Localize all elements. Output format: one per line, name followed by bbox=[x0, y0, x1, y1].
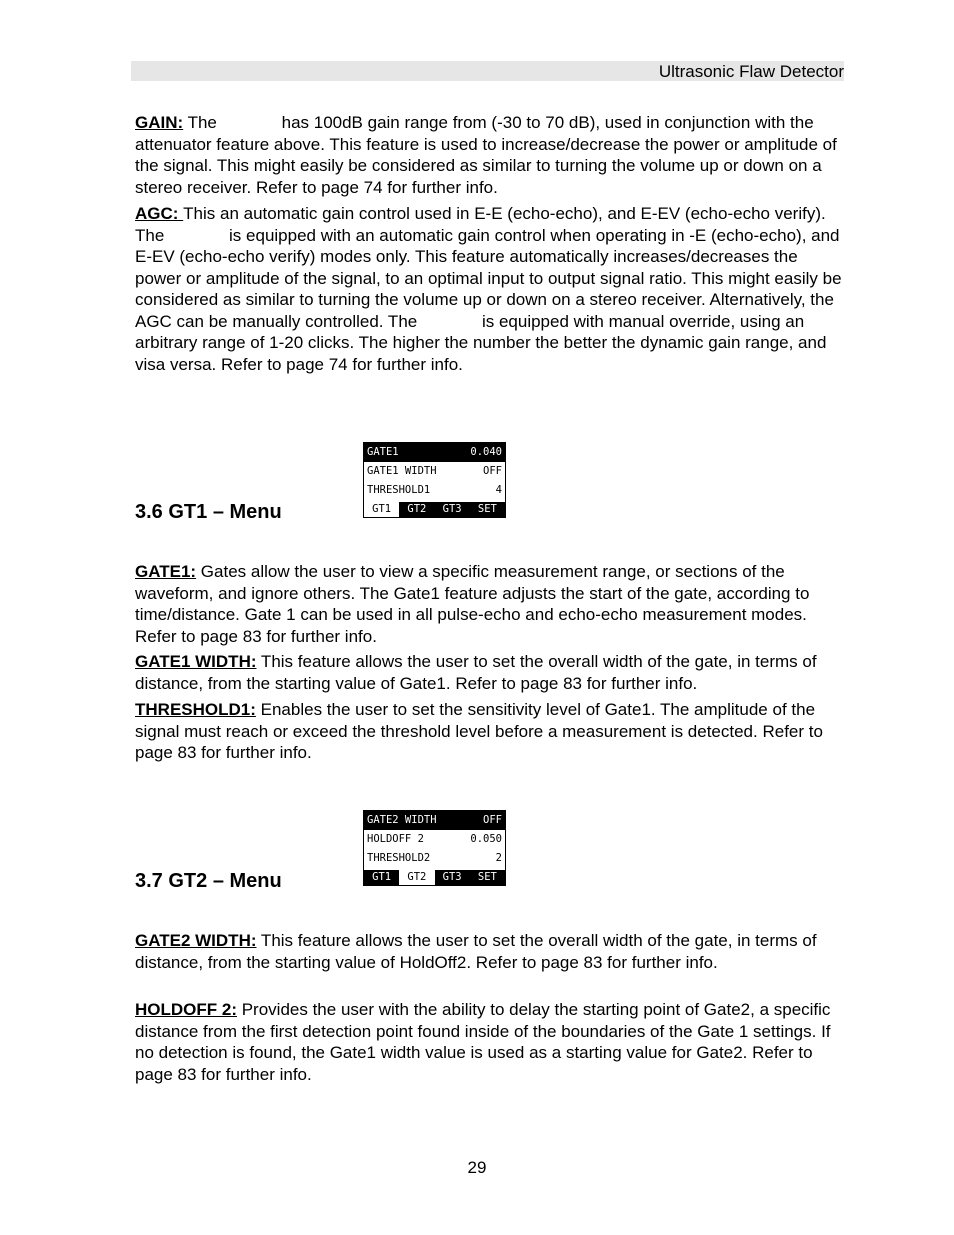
header-title: Ultrasonic Flaw Detector bbox=[658, 62, 844, 81]
row-label: THRESHOLD2 bbox=[367, 852, 431, 864]
row-label: GATE1 WIDTH bbox=[367, 465, 437, 477]
row-value: 2 bbox=[495, 852, 502, 864]
gt2-menu-heading: 3.7 GT2 – Menu bbox=[135, 870, 282, 892]
gt1-menu-heading: 3.6 GT1 – Menu bbox=[135, 501, 282, 523]
row-value: 4 bbox=[495, 484, 502, 496]
tab-set: SET bbox=[477, 871, 497, 883]
holdoff2-text: Provides the user with the ability to delay the starting point of Gate2, a specific distance from the first detection point found inside of the boundaries of the Gate 1 settings. If no detection is found, the Gate1 width value is used as a starting value for Gate2. Refer to page 83 for further info. bbox=[135, 1000, 831, 1084]
threshold1-term: THRESHOLD1: bbox=[135, 700, 256, 719]
threshold1-paragraph bbox=[135, 699, 847, 764]
running-header bbox=[131, 61, 844, 81]
gate2-width-term: GATE2 WIDTH: bbox=[135, 931, 257, 950]
row-label: THRESHOLD1 bbox=[367, 484, 431, 496]
gate2-width-paragraph bbox=[135, 930, 847, 973]
screen-row-gate1 bbox=[364, 443, 505, 462]
gate1-paragraph bbox=[135, 561, 847, 647]
screen-tab-bar bbox=[364, 870, 505, 885]
screen-row-threshold2 bbox=[364, 849, 505, 868]
agc-text-1: This an automatic gain control used in E-E (echo-echo), and E-EV (echo-echo verify). The bbox=[135, 204, 826, 245]
agc-term: AGC: bbox=[135, 204, 184, 223]
tab-gt1: GT1 bbox=[364, 502, 399, 517]
row-label: GATE1 bbox=[367, 446, 399, 458]
threshold1-text: Enables the user to set the sensitivity level of Gate1. The amplitude of the signal must reach or exceed the threshold level before a measurement is detected. Refer to page 83 for further info. bbox=[135, 700, 823, 762]
tab-gt2: GT2 bbox=[407, 503, 427, 515]
gain-term: GAIN: bbox=[135, 113, 184, 132]
tab-gt1: GT1 bbox=[372, 871, 392, 883]
gate1-text: Gates allow the user to view a specific measurement range, or sections of the waveform, and ignore others. The Gate1 feature adjusts the start of the gate, according to time/distance. Gate 1 can be used in all pulse-echo and echo-echo measurement modes. Refer to page 83 for further info. bbox=[135, 562, 810, 646]
row-value: 0.050 bbox=[470, 833, 502, 845]
tab-gt3: GT3 bbox=[442, 503, 462, 515]
row-label: GATE2 WIDTH bbox=[367, 814, 437, 826]
holdoff2-term: HOLDOFF 2: bbox=[135, 1000, 237, 1019]
gt2-menu-screen bbox=[363, 810, 506, 886]
screen-tab-bar bbox=[364, 502, 505, 517]
gt1-menu-screen bbox=[363, 442, 506, 518]
gain-text-1: The bbox=[183, 113, 222, 132]
screen-row-gate2-width bbox=[364, 811, 505, 830]
gate2-width-text: This feature allows the user to set the overall width of the gate, in terms of distance, from the starting value of HoldOff2. Refer to page 83 for further info. bbox=[135, 931, 817, 972]
agc-text-3: is equipped with manual override, using an arbitrary range of 1-20 clicks. The higher the number the better the dynamic gain range, and visa versa. Refer to page 74 for further info. bbox=[135, 311, 827, 374]
tab-gt2: GT2 bbox=[399, 870, 434, 885]
page-number: 29 bbox=[467, 1158, 487, 1177]
screen-row-holdoff2 bbox=[364, 830, 505, 849]
row-label: HOLDOFF 2 bbox=[367, 833, 424, 845]
screen-row-gate1-width bbox=[364, 462, 505, 481]
gate1-width-paragraph bbox=[135, 651, 847, 694]
screen-row-threshold1 bbox=[364, 481, 505, 500]
gate1-term: GATE1: bbox=[135, 562, 197, 581]
gain-paragraph bbox=[135, 112, 847, 198]
holdoff2-paragraph bbox=[135, 999, 847, 1085]
row-value: 0.040 bbox=[470, 446, 502, 458]
gate1-width-term: GATE1 WIDTH: bbox=[135, 652, 257, 671]
agc-paragraph bbox=[135, 203, 847, 375]
agc-text-2: is equipped with an automatic gain control when operating in -E (echo-echo), and E-EV (echo-echo verify) modes only. This feature automatically increases/decreases the power or amplitude of the signal, to an optimal input to output signal ratio. This might easily be considered as similar to turning the volume up or down on a stereo receiver. Alternatively, the AGC can be manually controlled. The bbox=[135, 225, 842, 331]
row-value: OFF bbox=[483, 814, 502, 826]
tab-gt3: GT3 bbox=[442, 871, 462, 883]
gate1-width-text: This feature allows the user to set the overall width of the gate, in terms of distance, from the starting value of Gate1. Refer to page 83 for further info. bbox=[135, 652, 817, 693]
tab-set: SET bbox=[477, 503, 497, 515]
gain-text-2: has 100dB gain range from (-30 to 70 dB), used in conjunction with the attenuator feature above. This feature is used to increase/decrease the power or amplitude of the signal. This might easily be considered as similar to turning the volume up or down on a stereo receiver. Refer to page 74 for further info. bbox=[135, 113, 837, 197]
row-value: OFF bbox=[483, 465, 502, 477]
